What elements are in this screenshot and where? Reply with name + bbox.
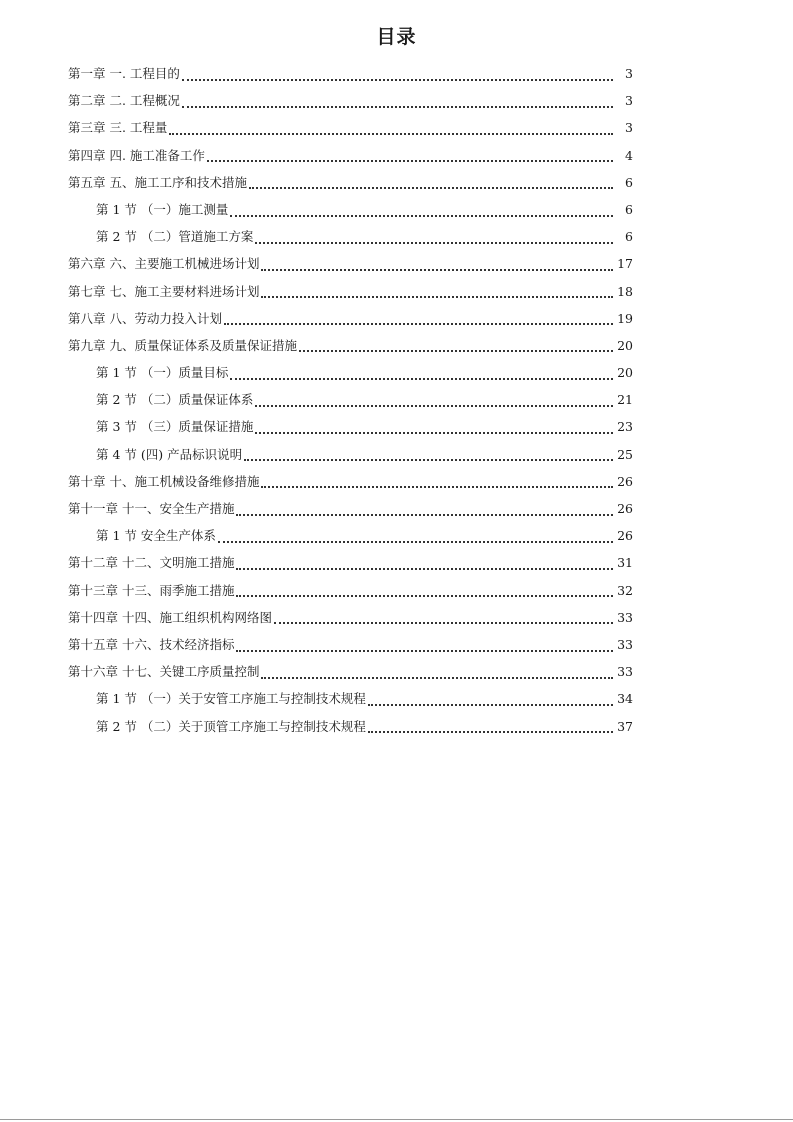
toc-page-number: 33: [617, 636, 633, 652]
toc-page-number: 3: [625, 66, 633, 81]
toc-entry-section-16-1[interactable]: [68, 685, 633, 712]
toc-entry-chapter-13[interactable]: [68, 577, 633, 604]
toc-entry-section-9-3[interactable]: [68, 413, 633, 440]
toc-entry-chapter-9[interactable]: [68, 332, 633, 359]
dot-leader: [261, 269, 613, 271]
dot-leader: [255, 432, 613, 434]
toc-entry-text: 第十一章 十一、安全生产措施: [68, 501, 235, 516]
toc-page-number: 37: [617, 718, 633, 734]
toc-page-number: 26: [617, 528, 633, 544]
dot-leader: [255, 242, 613, 244]
dot-leader: [261, 486, 613, 488]
toc-entry-chapter-10[interactable]: [68, 468, 633, 495]
toc-entry-text: 第十六章 十七、关键工序质量控制: [68, 664, 260, 680]
toc-entry-chapter-15[interactable]: [68, 631, 633, 658]
toc-entry-chapter-2[interactable]: [68, 87, 633, 114]
toc-entry-text: 第十二章 十二、文明施工措施: [68, 555, 235, 571]
dot-leader: [299, 350, 613, 352]
toc-page-number: 18: [617, 283, 633, 299]
toc-entry-text: 第 1 节 （一）关于安管工序施工与控制技术规程: [96, 691, 366, 707]
dot-leader: [182, 106, 613, 108]
toc-page-number: 32: [617, 582, 633, 598]
toc-entry-section-11-1[interactable]: [68, 522, 633, 549]
toc-entry-chapter-7[interactable]: [68, 278, 633, 305]
toc-entry-text: 第五章 五、施工工序和技术措施: [68, 174, 247, 190]
toc-entry-section-16-2[interactable]: [68, 713, 633, 740]
toc-page-number: 17: [617, 256, 633, 272]
toc-title: 目录: [376, 26, 417, 48]
toc-page-number: 20: [617, 365, 633, 381]
toc-entry-text: 第六章 六、主要施工机械进场计划: [68, 256, 260, 272]
toc-entry-text: 第十四章 十四、施工组织机构网络图: [68, 609, 272, 625]
dot-leader: [236, 650, 613, 652]
toc-page-number: 3: [625, 120, 633, 136]
toc-page-number: 4: [625, 147, 633, 163]
toc-entry-chapter-14[interactable]: [68, 604, 633, 631]
toc-page-number: 19: [617, 310, 633, 326]
toc-entry-section-9-2[interactable]: [68, 386, 633, 413]
toc-page-number: 33: [617, 664, 633, 680]
toc-entry-text: 第 1 节 安全生产体系: [96, 528, 216, 544]
dot-leader: [244, 459, 613, 461]
dot-leader: [274, 622, 613, 624]
dot-leader: [224, 323, 613, 325]
dot-leader: [182, 79, 613, 81]
toc-page-number: 6: [625, 201, 633, 217]
toc-entry-chapter-8[interactable]: [68, 305, 633, 332]
dot-leader: [169, 133, 613, 135]
toc-page-number: 6: [625, 174, 633, 190]
toc-entry-text: 第四章 四. 施工准备工作: [68, 147, 205, 163]
page-bottom-border: [0, 1119, 793, 1120]
toc-entry-text: 第十五章 十六、技术经济指标: [68, 636, 235, 652]
toc-entry-text: 第二章 二. 工程概况: [68, 93, 180, 109]
dot-leader: [207, 160, 613, 162]
toc-entry-section-5-2[interactable]: [68, 223, 633, 250]
dot-leader: [218, 541, 613, 543]
dot-leader: [236, 514, 613, 516]
toc-entry-text: 第七章 七、施工主要材料进场计划: [68, 283, 260, 299]
toc-entry-text: 第一章 一. 工程目的: [68, 66, 180, 81]
toc-entry-text: 第 1 节 （一）施工测量: [96, 201, 229, 217]
toc-entry-chapter-12[interactable]: [68, 549, 633, 576]
toc-entry-chapter-6[interactable]: [68, 250, 633, 277]
toc-entry-text: 第 2 节 （二）关于顶管工序施工与控制技术规程: [96, 718, 366, 734]
dot-leader: [236, 568, 613, 570]
toc-entry-section-9-1[interactable]: [68, 359, 633, 386]
toc-page-number: 26: [617, 501, 633, 516]
dot-leader: [261, 677, 613, 679]
toc-entry-section-9-4[interactable]: [68, 441, 633, 468]
toc-page-number: 31: [617, 555, 633, 571]
toc-page-number: 21: [617, 392, 633, 408]
toc-entry-text: 第 1 节 （一）质量目标: [96, 365, 229, 381]
toc-entry-chapter-5[interactable]: [68, 169, 633, 196]
toc-entry-chapter-4[interactable]: [68, 142, 633, 169]
toc-page-number: 25: [617, 446, 633, 462]
toc-entry-chapter-3[interactable]: [68, 114, 633, 141]
dot-leader: [230, 378, 613, 380]
toc-page-number: 6: [625, 229, 633, 245]
toc-entry-text: 第十三章 十三、雨季施工措施: [68, 582, 235, 598]
toc-entry-text: 第九章 九、质量保证体系及质量保证措施: [68, 337, 297, 353]
toc-entry-text: 第十章 十、施工机械设备维修措施: [68, 473, 260, 489]
toc-entry-text: 第八章 八、劳动力投入计划: [68, 310, 222, 326]
dot-leader: [230, 215, 613, 217]
toc-entry-text: 第 3 节 （三）质量保证措施: [96, 419, 254, 435]
dot-leader: [236, 595, 613, 597]
toc-entry-text: 第 2 节 （二）管道施工方案: [96, 229, 254, 245]
dot-leader: [368, 731, 613, 733]
toc-page-number: 33: [617, 609, 633, 625]
dot-leader: [368, 704, 613, 706]
dot-leader: [249, 187, 613, 189]
toc-page-number: 3: [625, 93, 633, 109]
toc-page-number: 20: [617, 337, 633, 353]
toc-page-number: 34: [617, 691, 633, 707]
toc-entry-text: 第 4 节 (四) 产品标识说明: [96, 446, 243, 462]
toc-entry-chapter-16[interactable]: [68, 658, 633, 685]
toc-entry-text: 第 2 节 （二）质量保证体系: [96, 392, 254, 408]
toc-entry-section-5-1[interactable]: [68, 196, 633, 223]
toc-entry-text: 第三章 三. 工程量: [68, 120, 168, 136]
toc-entry-chapter-11[interactable]: [68, 495, 633, 522]
toc-page-number: 26: [617, 473, 633, 489]
toc-entry-chapter-1[interactable]: [68, 60, 633, 87]
dot-leader: [261, 296, 613, 298]
dot-leader: [255, 405, 613, 407]
toc-page-number: 23: [617, 419, 633, 435]
table-of-contents: [68, 60, 633, 740]
